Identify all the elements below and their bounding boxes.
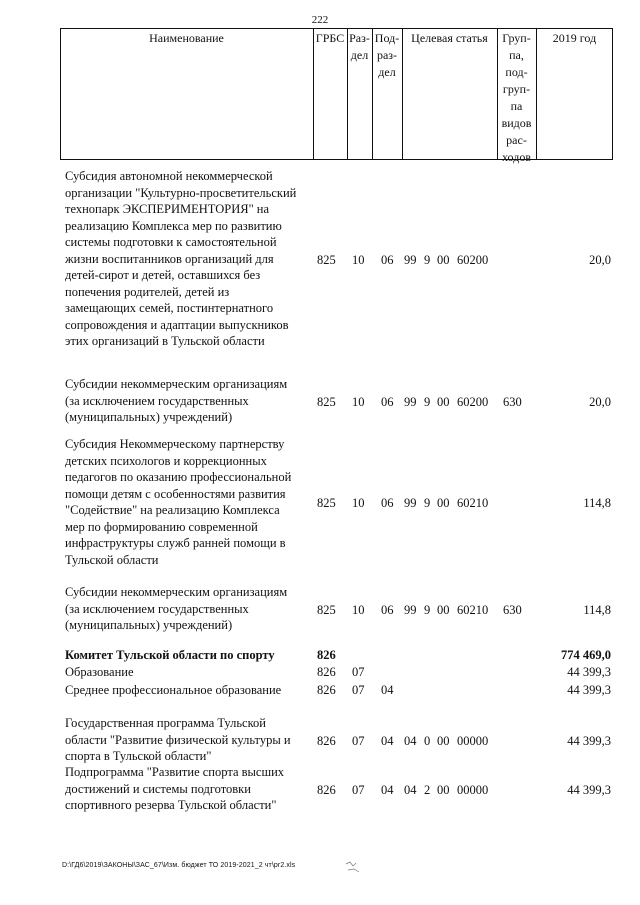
cell-razdel: 07: [352, 665, 365, 679]
cell-podrazdel: 06: [381, 603, 394, 617]
cell-grbs: 826: [317, 648, 336, 662]
cell-podrazdel: 06: [381, 496, 394, 510]
cell-target-subprogram: 2: [424, 783, 431, 797]
cell-amount-2019: 20,0: [589, 253, 611, 267]
cell-razdel: 07: [352, 734, 365, 748]
row-description-line: инфраструктуры служб ранней помощи в: [65, 536, 286, 550]
cell-amount-2019: 20,0: [589, 395, 611, 409]
cell-razdel: 10: [352, 395, 365, 409]
cell-amount-2019: 114,8: [583, 603, 611, 617]
cell-target-subprogram: 0: [424, 734, 431, 748]
cell-target-program: 99: [404, 253, 417, 267]
row-description: [65, 168, 317, 350]
row-description-line: Тульской области: [65, 552, 159, 567]
row-description-line: (муниципальных) учреждений): [65, 410, 233, 424]
row-description: [65, 436, 317, 568]
cell-razdel: 10: [352, 496, 365, 510]
handwritten-mark: [344, 858, 362, 876]
cell-target-event: 00: [437, 496, 450, 510]
cell-target-event: 00: [437, 603, 450, 617]
cell-target-direction: 60210: [457, 496, 489, 510]
row-description-line: технопарк ЭКСПЕРИМЕНТОРИЯ" на: [65, 202, 270, 216]
row-description-line: Субсидия автономной некоммерческой: [65, 169, 273, 183]
cell-amount-2019: 44 399,3: [567, 683, 611, 697]
cell-target-direction: 60200: [457, 395, 489, 409]
header-name: Наименование: [149, 31, 224, 45]
cell-amount-2019: 44 399,3: [567, 665, 611, 679]
header-target-article: Целевая статья: [411, 31, 488, 45]
cell-razdel: 07: [352, 683, 365, 697]
cell-amount-2019: 114,8: [583, 496, 611, 510]
row-description-line: жизни воспитанников организаций для: [65, 251, 274, 266]
row-description-line: Субсидия Некоммерческому партнерству: [65, 437, 285, 451]
cell-podrazdel: 04: [381, 734, 394, 748]
row-description-line: достижений и системы подготовки: [65, 781, 251, 796]
header-expense-group-line: рас-: [506, 133, 527, 147]
row-description-line: организации "Культурно-просветительский: [65, 185, 297, 200]
row-description-line: Подпрограмма "Развитие спорта высших: [65, 765, 285, 779]
row-description-line: Государственная программа Тульской: [65, 716, 266, 730]
page-number: 222: [311, 14, 329, 26]
row-description-line: помощи детям с особенностями развития: [65, 486, 286, 501]
cell-target-event: 00: [437, 783, 450, 797]
row-description-line: этих организаций в Тульской области: [65, 334, 265, 348]
row-description-line: мер по формированию современной: [65, 519, 258, 534]
header-expense-group-line: ходов: [502, 150, 531, 164]
header-grbs: ГРБС: [315, 31, 345, 45]
row-description-line: спортивного резерва Тульской области": [65, 798, 277, 812]
cell-podrazdel: 04: [381, 683, 394, 697]
header-razdel-line: дел: [350, 48, 369, 62]
row-description: [65, 664, 317, 681]
row-description-line: Образование: [65, 665, 134, 679]
cell-podrazdel: 06: [381, 395, 394, 409]
cell-amount-2019: 44 399,3: [567, 783, 611, 797]
header-podrazdel-line: Под-: [374, 31, 400, 45]
cell-grbs: 825: [317, 496, 336, 510]
row-description-line: педагогов по оказанию профессиональной: [65, 470, 292, 484]
cell-amount-2019: 774 469,0: [561, 648, 611, 662]
cell-target-direction: 60200: [457, 253, 489, 267]
cell-podrazdel: 04: [381, 783, 394, 797]
row-description: [65, 376, 317, 426]
header-expense-group-line: под-: [505, 65, 528, 79]
row-description: [65, 764, 317, 814]
cell-grbs: 825: [317, 253, 336, 267]
row-description: [65, 647, 317, 664]
row-description-line: Среднее профессиональное образование: [65, 683, 282, 697]
row-description-line: системы подготовки к самостоятельной: [65, 235, 277, 249]
cell-target-event: 00: [437, 395, 450, 409]
row-description-line: детских психологов и коррекционных: [65, 453, 267, 468]
cell-grbs: 826: [317, 665, 336, 679]
cell-target-event: 00: [437, 734, 450, 748]
row-description-line: детей-сирот и детей, оставшихся без: [65, 268, 261, 282]
row-description-line: сопровождения и адаптации выпускников: [65, 317, 289, 332]
cell-target-program: 99: [404, 496, 417, 510]
row-description-line: спорта в Тульской области": [65, 749, 212, 763]
header-expense-group-line: па,: [509, 48, 524, 62]
cell-target-direction: 60210: [457, 603, 489, 617]
row-description-line: Субсидии некоммерческим организациям: [65, 377, 288, 391]
cell-razdel: 10: [352, 603, 365, 617]
cell-expense-type: 630: [503, 603, 522, 617]
cell-target-subprogram: 9: [424, 603, 431, 617]
cell-target-program: 99: [404, 395, 417, 409]
cell-amount-2019: 44 399,3: [567, 734, 611, 748]
row-description-line: реализацию Комплекса мер по развитию: [65, 218, 282, 233]
header-razdel-line: Раз-: [349, 31, 370, 45]
header-expense-group-line: Груп-: [502, 31, 531, 45]
header-podrazdel: [372, 30, 402, 81]
row-description-line: попечения родителей, детей из: [65, 284, 230, 299]
cell-grbs: 826: [317, 734, 336, 748]
cell-grbs: 826: [317, 683, 336, 697]
cell-target-direction: 00000: [457, 783, 489, 797]
header-expense-group-line: па: [510, 99, 523, 113]
cell-target-subprogram: 9: [424, 496, 431, 510]
cell-expense-type: 630: [503, 395, 522, 409]
cell-target-program: 99: [404, 603, 417, 617]
row-description-line: области "Развитие физической культуры и: [65, 732, 291, 747]
cell-razdel: 10: [352, 253, 365, 267]
cell-target-program: 04: [404, 783, 417, 797]
row-description-line: Субсидии некоммерческим организациям: [65, 585, 288, 599]
row-description-line: (за исключением государственных: [65, 601, 249, 616]
header-year: 2019 год: [552, 31, 597, 45]
row-description: [65, 584, 317, 634]
row-description: [65, 715, 317, 765]
cell-grbs: 825: [317, 395, 336, 409]
header-expense-group: [497, 30, 536, 166]
header-podrazdel-line: раз-: [376, 48, 398, 62]
cell-podrazdel: 06: [381, 253, 394, 267]
cell-target-subprogram: 9: [424, 253, 431, 267]
cell-target-subprogram: 9: [424, 395, 431, 409]
row-description-line: "Содействие" на реализацию Комплекса: [65, 503, 280, 517]
cell-grbs: 825: [317, 603, 336, 617]
header-podrazdel-line: дел: [378, 65, 396, 79]
row-description: [65, 682, 317, 699]
cell-razdel: 07: [352, 783, 365, 797]
header-razdel: [347, 30, 372, 64]
header-expense-group-line: видов: [501, 116, 532, 130]
file-path-footer: D:\ГД6\2019\ЗАКОНЫ\ЗАС_67\Изм. бюджет ТО 2019-2021_2 чт\pr2.xls: [62, 862, 296, 869]
row-description-line: (за исключением государственных: [65, 393, 249, 408]
cell-grbs: 826: [317, 783, 336, 797]
cell-target-event: 00: [437, 253, 450, 267]
table-header: [60, 28, 613, 164]
row-description-line: Комитет Тульской области по спорту: [65, 648, 275, 662]
row-description-line: замещающих семей, постинтернатного: [65, 301, 274, 315]
row-description-line: (муниципальных) учреждений): [65, 618, 233, 632]
header-expense-group-line: груп-: [502, 82, 531, 96]
cell-target-program: 04: [404, 734, 417, 748]
cell-target-direction: 00000: [457, 734, 489, 748]
